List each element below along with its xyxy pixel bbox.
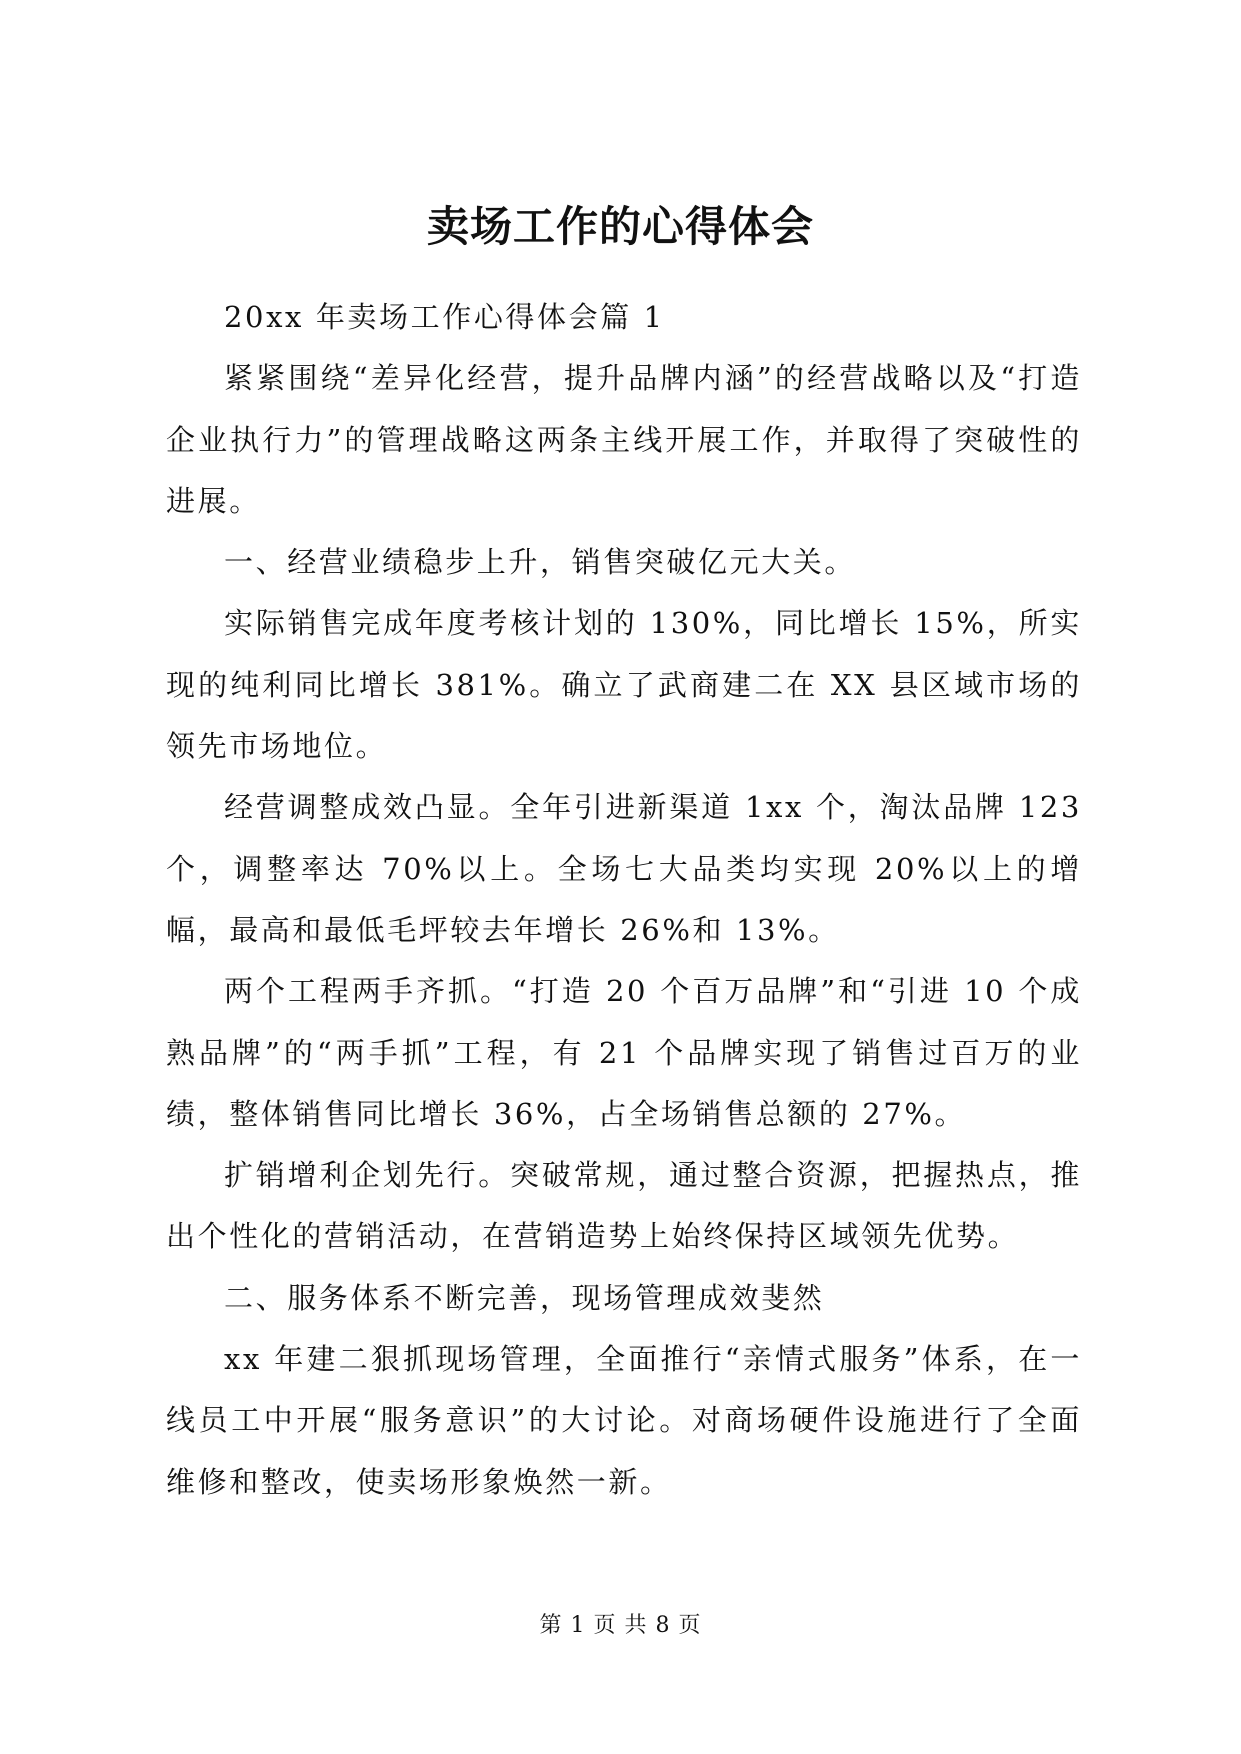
document-body <box>166 287 1082 1513</box>
paragraph: 两个工程两手齐抓。“打造 20 个百万品牌”和“引进 10 个成熟品牌”的“两手抓”工程，有 21 个品牌实现了销售过百万的业绩，整体销售同比增长 36%，占全场销售总额的 27%。 <box>166 974 1082 1131</box>
paragraph: xx 年建二狠抓现场管理，全面推行“亲情式服务”体系，在一线员工中开展“服务意识”的大讨论。对商场硬件设施进行了全面维修和整改，使卖场形象焕然一新。 <box>166 1342 1082 1499</box>
paragraph: 扩销增利企划先行。突破常规，通过整合资源，把握热点，推出个性化的营销活动，在营销造势上始终保持区域领先优势。 <box>166 1158 1082 1254</box>
section-heading: 一、经营业绩稳步上升，销售突破亿元大关。 <box>224 545 857 580</box>
paragraph: 实际销售完成年度考核计划的 130%，同比增长 15%，所实现的纯利同比增长 381%。确立了武商建二在 XX 县区域市场的领先市场地位。 <box>166 606 1082 764</box>
paragraph: 紧紧围绕“差异化经营，提升品牌内涵”的经营战略以及“打造企业执行力”的管理战略这两条主线开展工作，并取得了突破性的进展。 <box>166 361 1082 518</box>
paragraph: 经营调整成效凸显。全年引进新渠道 1xx 个，淘汰品牌 123 个，调整率达 70%以上。全场七大品类均实现 20%以上的增幅，最高和最低毛坪较去年增长 26%和 13%。 <box>166 790 1082 947</box>
section-heading: 二、服务体系不断完善，现场管理成效斐然 <box>224 1280 825 1315</box>
page-title: 卖场工作的心得体会 <box>426 202 814 251</box>
paragraph-heading: 20xx 年卖场工作心得体会篇 1 <box>224 300 665 334</box>
page-number-footer: 第 1 页 共 8 页 <box>539 1613 702 1638</box>
